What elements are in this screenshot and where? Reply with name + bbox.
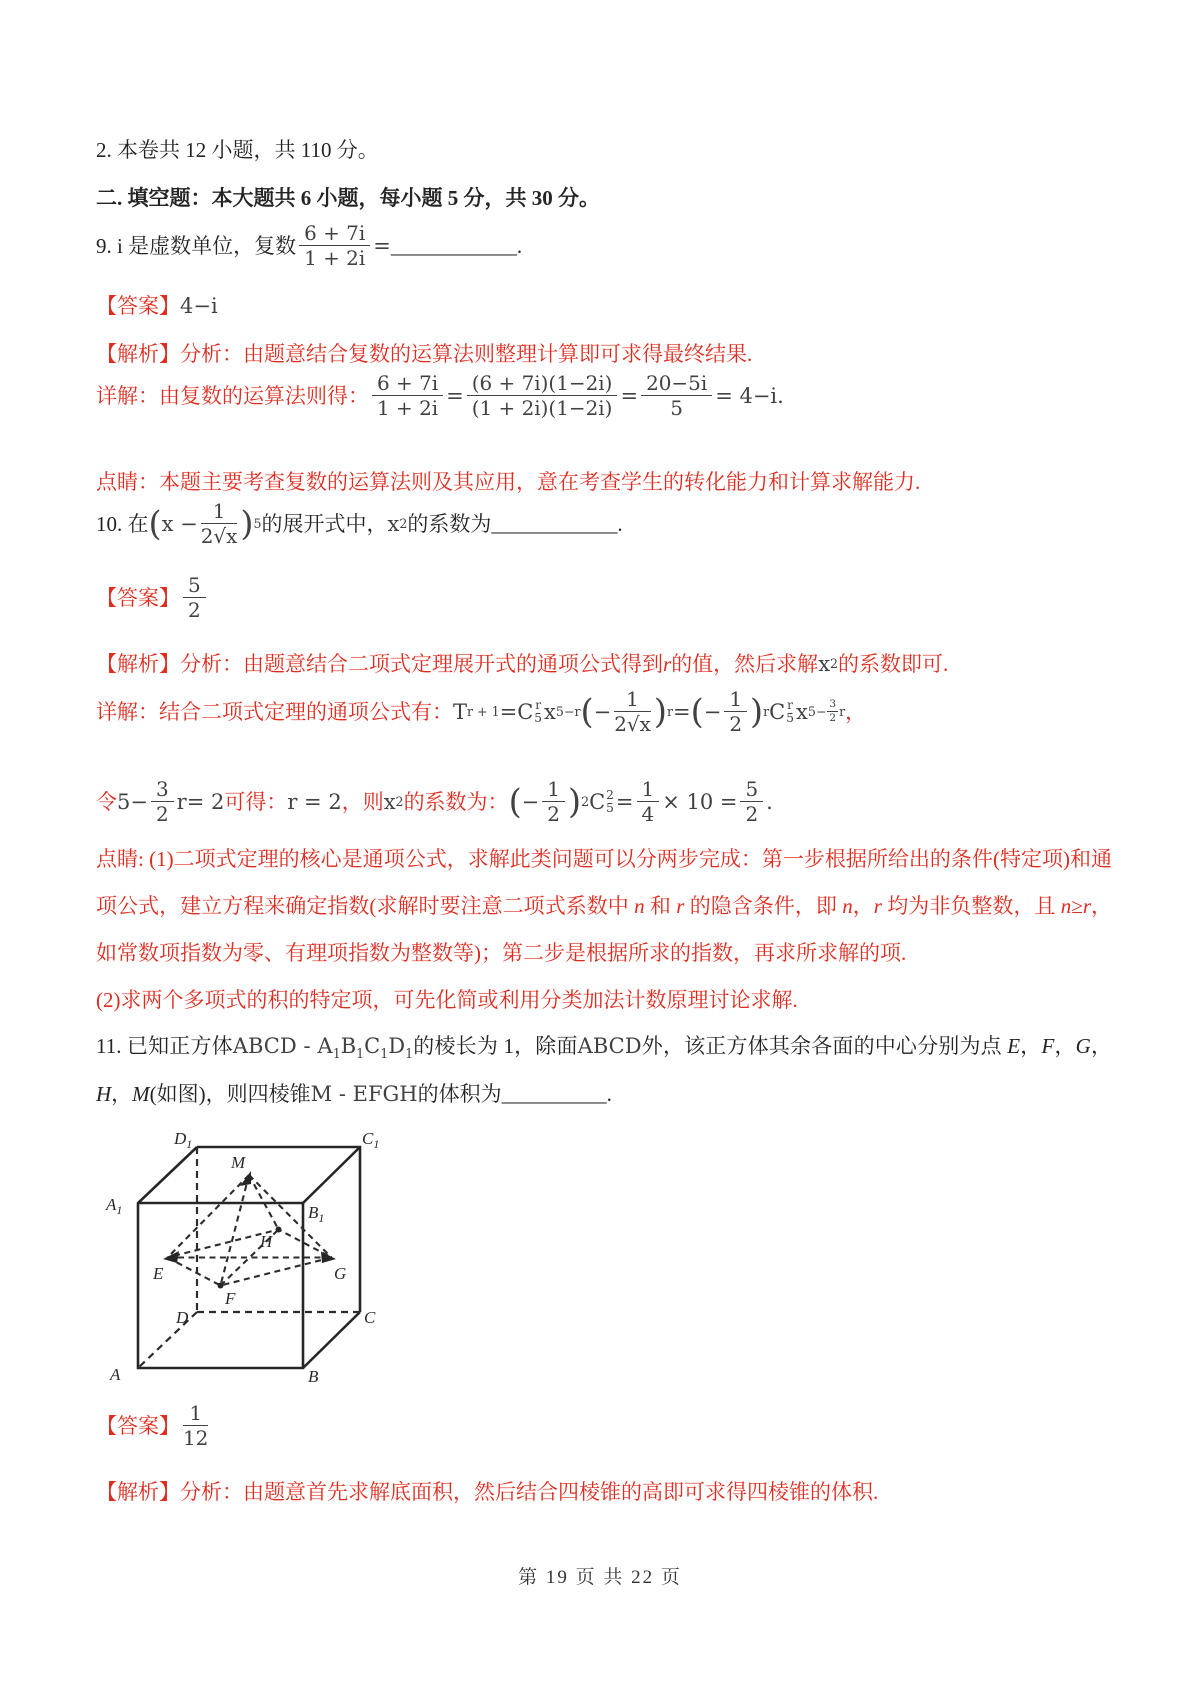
text-run: $\frac{1}{2}$ (724, 688, 747, 736)
text-run: 5 (253, 515, 262, 531)
q11-question (96, 1022, 1112, 1118)
text-run: 外，该正方体其余各面的中心分别为点 (641, 1034, 1008, 1058)
text-run: $\frac{6 + 7i}{1 + 2i}$ (372, 372, 443, 420)
text-run: − (593, 699, 612, 724)
q10-analysis (96, 650, 1112, 678)
text-run: $\frac{1}{2√x}$ (200, 499, 238, 549)
text-run: ____________ (390, 233, 517, 258)
text-run: . (617, 511, 623, 536)
text-run: . (766, 789, 773, 814)
text-run: 可得： (224, 789, 288, 814)
vertex-label-B: B (308, 1367, 319, 1386)
text-run: ( (148, 504, 162, 544)
text-run: 的隐含条件，即 (684, 894, 843, 918)
q10-tip-part1 (96, 836, 1112, 977)
text-run: x (818, 652, 831, 676)
text-run: n (842, 894, 853, 918)
text-run: = 4−i. (715, 383, 784, 408)
text-run: $\frac{6 + 7i}{1 + 2i}$ (299, 222, 370, 270)
text-run: __________ (501, 1082, 607, 1106)
text-run: ， (1090, 1034, 1113, 1058)
text-run: C (364, 1034, 381, 1058)
text-run: x (383, 789, 396, 814)
text-run: = (620, 383, 639, 408)
cube-figure (100, 1128, 390, 1390)
text-run: ， (111, 1082, 133, 1106)
text-run: x (795, 699, 808, 724)
q10-tip (96, 836, 1112, 1024)
text-run: ，如常数项指数为零、有理项指数为整数等)；第二步是根据所求的指数，再求所求解的项. (96, 894, 1113, 965)
vertex-label-G: G (334, 1264, 347, 1283)
text-run: x − (161, 511, 198, 536)
text-run: C (769, 699, 786, 724)
vertex-label-B1: $B_1$ (308, 1203, 325, 1225)
arrowhead-G (321, 1252, 336, 1264)
text-run: $\frac{1}{12}$ (183, 1401, 209, 1451)
vertex-label-E: E (153, 1264, 164, 1283)
vertex-label-H: H (260, 1232, 273, 1251)
q10-tip-part2: (2)求两个多项式的积的特定项，可先化简或利用分类加法计数原理讨论求解. (96, 988, 798, 1012)
note-line: 2. 本卷共 12 小题，共 110 分。 (96, 138, 379, 162)
text-run: C (517, 699, 534, 724)
q9-detail (96, 372, 1112, 420)
text-run: ( (508, 782, 522, 822)
text-run: 5− (117, 789, 148, 814)
vertex-label-A: A (110, 1365, 121, 1384)
text-run: . (606, 1082, 612, 1106)
text-run: 均为非负整数，且 (881, 894, 1061, 918)
text-run: 5−r (555, 703, 581, 719)
text-run: r (763, 703, 770, 719)
text-run: $\frac{3}{2}$ (151, 778, 174, 826)
text-run: 4−i (180, 294, 218, 318)
text-run: r (839, 703, 846, 719)
q9-analysis: 【解析】分析：由题意结合复数的运算法则整理计算即可求得最终结果. (96, 342, 753, 366)
text-run: 的系数为 (407, 511, 492, 536)
q10-detail (96, 688, 1112, 736)
text-run: $\frac{20-5i}{5}$ (641, 372, 712, 420)
text-run: G (1075, 1034, 1091, 1058)
text-run: 的系数即可. (838, 652, 949, 676)
section-heading: 二. 填空题：本大题共 6 小题，每小题 5 分，共 30 分。 (96, 186, 600, 210)
text-run: = (373, 233, 391, 258)
text-run: C (589, 789, 606, 814)
text-run: ) (567, 782, 582, 822)
q11-answer (96, 1402, 1112, 1450)
text-run: 的体积为 (417, 1082, 502, 1106)
text-run: 5− (807, 703, 827, 719)
q9-tip: 点睛：本题主要考查复数的运算法则及其应用，意在考查学生的转化能力和计算求解能力. (96, 470, 921, 494)
pyramid-edges (168, 1175, 332, 1286)
text-run: 2 5 (606, 788, 614, 815)
text-run: 1 (380, 1046, 389, 1062)
q11-analysis: 【解析】分析：由题意首先求解底面积，然后结合四棱锥的高即可求得四棱锥的体积. (96, 1480, 879, 1504)
text-run: M - EFGH (310, 1082, 418, 1106)
text-run: 10. 在 (96, 511, 149, 536)
text-run: ， (1020, 1034, 1042, 1058)
text-run: 2 (830, 655, 839, 671)
text-run: r 5 (534, 698, 543, 725)
text-run: 的系数为： (403, 789, 509, 814)
text-run: n (634, 894, 645, 918)
text-run: $\frac{3}{2}$ (829, 698, 837, 724)
point-F (218, 1283, 224, 1289)
text-run: 详解：结合二项式定理的通项公式有： (96, 699, 453, 724)
text-run: 1 (356, 1046, 365, 1062)
q9-question (96, 222, 1112, 270)
text-run: 令 (96, 789, 117, 814)
text-run: B (340, 1034, 357, 1058)
text-run: ，则 (341, 789, 384, 814)
text-run: ≥ (1071, 894, 1083, 918)
text-run: − (521, 789, 540, 814)
q10-answer (96, 574, 1112, 622)
text-run: 【答案】 (96, 585, 180, 610)
text-run: r (176, 789, 187, 814)
text-run: ， (852, 894, 874, 918)
text-run: 9. i 是虚数单位，复数 (96, 233, 297, 258)
text-run: 的展开式中， (261, 511, 388, 536)
text-run: 点睛: (1)二项式定理的核心是通项公式，求解此类问题可以分两步完成：第一步根据所给出的条件(特定项)和通项公式，建立方程来确定指数(求解时要注意二项式系数中 (96, 847, 1112, 918)
text-run: = (499, 699, 518, 724)
text-run: r (663, 652, 672, 676)
text-run: (如图)，则四棱锥 (149, 1082, 311, 1106)
text-run: 【答案】 (96, 1413, 180, 1438)
q9-answer (96, 292, 1112, 320)
text-run: E (1007, 1034, 1021, 1058)
text-run: r (1082, 894, 1092, 918)
text-run: = (672, 699, 691, 724)
text-run: 1 (332, 1046, 341, 1062)
text-run: 2 (395, 793, 404, 809)
vertex-label-M: M (231, 1153, 246, 1172)
point-H (276, 1227, 282, 1233)
text-run: ABCD - A (232, 1034, 333, 1058)
text-run: D (388, 1034, 406, 1058)
text-run: − (703, 699, 722, 724)
text-run: 和 (644, 894, 677, 918)
text-run: × 10 = (662, 789, 738, 814)
text-run: r = 2 (287, 789, 342, 814)
text-run: $\frac{1}{2√x}$ (614, 687, 651, 737)
text-run: ____________ (491, 511, 618, 536)
text-run: ) (750, 692, 764, 732)
text-run: ， (845, 699, 867, 724)
text-run: ( (690, 692, 704, 732)
q10-question (96, 500, 1112, 548)
text-run: T (453, 699, 468, 724)
text-run: = (615, 789, 634, 814)
text-run: 【答案】 (96, 294, 180, 318)
text-run: r (873, 894, 882, 918)
text-run: 2 (581, 793, 590, 809)
vertex-label-D: D (176, 1308, 189, 1327)
text-run: $\frac{1}{2}$ (542, 778, 565, 826)
text-run: ) (653, 692, 667, 732)
text-run: 【解析】分析：由题意结合二项式定理展开式的通项公式得到 (96, 652, 663, 676)
text-run: x (544, 699, 556, 724)
vertex-label-C: C (364, 1308, 376, 1327)
text-run: $\frac{5}{2}$ (740, 778, 763, 826)
figure-markers (163, 1171, 336, 1289)
vertex-label-D1: $D_1$ (174, 1129, 193, 1151)
text-run: ) (240, 504, 254, 544)
text-run: r 5 (786, 698, 794, 725)
text-run: $\frac{(6 + 7i)(1-2i)}{(1 + 2i)(1-2i)}$ (467, 372, 618, 420)
vertex-label-C1: $C_1$ (362, 1129, 380, 1151)
text-run: ， (1054, 1034, 1076, 1058)
text-run: 1 (405, 1046, 414, 1062)
text-run: 11. 已知正方体 (96, 1034, 233, 1058)
page-footer: 第 19 页 共 22 页 (518, 1567, 682, 1588)
text-run: r (676, 894, 685, 918)
text-run: 2 (399, 515, 408, 531)
text-run: r + 1 (467, 703, 500, 719)
text-run: ( (580, 692, 594, 732)
text-run: 的棱长为 1，除面 (413, 1034, 578, 1058)
text-run: = 2 (186, 789, 225, 814)
q10-step (96, 778, 1112, 826)
text-run: H (96, 1082, 112, 1106)
text-run: 的值，然后求解 (671, 652, 819, 676)
text-run: . (516, 233, 523, 258)
text-run: $\frac{5}{2}$ (183, 574, 206, 622)
text-run: n (1060, 894, 1072, 918)
vertex-label-F: F (225, 1289, 236, 1308)
text-run: x (387, 511, 400, 536)
text-run: r (666, 703, 673, 719)
text-run: 详解：由复数的运算法则得： (96, 383, 369, 408)
text-run: M (132, 1082, 150, 1106)
text-run: = (446, 383, 464, 408)
text-run: F (1041, 1034, 1055, 1058)
vertex-label-A1: $A_1$ (106, 1195, 123, 1217)
text-run: $\frac{1}{4}$ (637, 778, 660, 826)
text-run: ABCD (577, 1034, 642, 1058)
